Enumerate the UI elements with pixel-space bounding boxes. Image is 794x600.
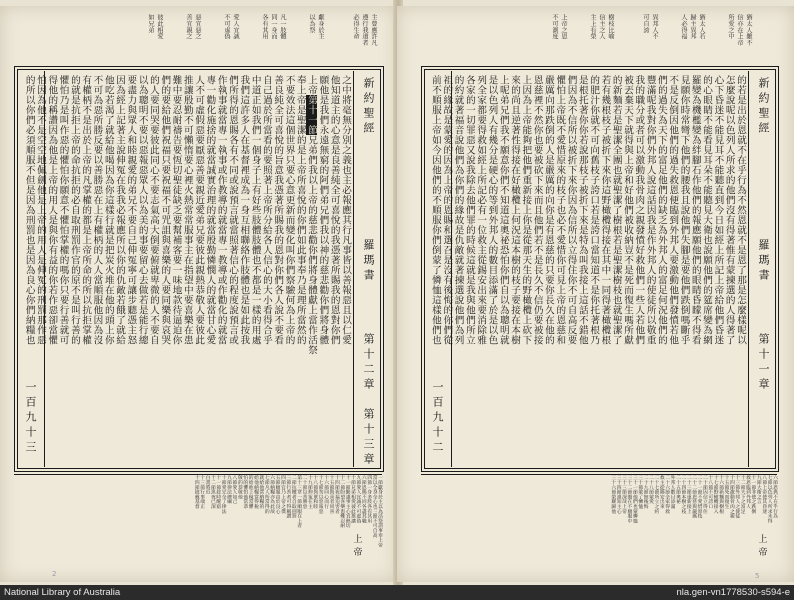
margin-note: 猶太人若 bbox=[698, 14, 705, 40]
footnote-column: 三十三節深哉上帝 bbox=[621, 475, 627, 514]
footnote-column: 十一節趁時醒寤 bbox=[215, 475, 221, 509]
text-column: 難中要忍耐禱告要恆切聖徒缺乏要幫補客要一味地款待逼迫你 bbox=[170, 75, 182, 345]
margin-note: 異邦人不 bbox=[651, 14, 658, 40]
footnote-column: 十三節行事端正 bbox=[199, 475, 205, 509]
handwritten-note: 2 bbox=[52, 570, 57, 578]
bottom-label: 上帝 bbox=[756, 534, 767, 560]
margin-note: 同一身而 bbox=[270, 14, 277, 40]
footnote-column: 九節律法總綱 bbox=[226, 475, 232, 504]
text-column: 有權柄不是出於上帝的凡掌權的都是上帝所命的所以抗拒掌權 bbox=[80, 75, 92, 345]
text-column: 中道正如我們一個身子上有好些肢體肢體也不都是一樣的用處 bbox=[249, 75, 261, 345]
text-column: 們的要給他們祝福只要祝福不可咒詛與喜樂的人要同樂與哀哭 bbox=[159, 75, 171, 345]
footnote-column: 十五節死而復生 bbox=[723, 475, 729, 509]
footnote-column: 二十一節不愛惜原枝 bbox=[696, 475, 702, 519]
margin-note: 遵行我道者 bbox=[361, 14, 368, 46]
text-column: 各家的一切罪惡又說我除去他們罪的時候這就是我與他們所立 bbox=[463, 75, 475, 345]
right-running-header bbox=[748, 71, 778, 467]
footnote-column: 六節納糧亦為此故 bbox=[269, 475, 275, 514]
footnote-column: 二十二節恩慈與嚴厲 bbox=[691, 475, 697, 519]
footnote-column: 三十一節他們也蒙憐恤 bbox=[631, 475, 637, 523]
margin-note: 善宜親之 bbox=[185, 14, 192, 40]
footnote-column: 外邦人數目添滿 bbox=[669, 475, 675, 509]
margin-note: 信主之人 bbox=[598, 14, 605, 40]
footnote-column: 二十九節無後悔 bbox=[642, 475, 648, 509]
left-text-frame bbox=[14, 66, 384, 472]
footnote-column: 十四節披戴基督 bbox=[193, 475, 199, 509]
footnote-column: 三十節蒙了憐恤 bbox=[637, 475, 643, 509]
footnote-column: 給他納糧當得稅 bbox=[253, 475, 259, 509]
margin-note: 猶太人雖不 bbox=[745, 14, 752, 46]
text-column: 專一勸化施捨的就當誠實治理的就當殷勤憐憫人的就當甘心愛 bbox=[204, 75, 216, 345]
text-column: 上帝第十一節兄弟們我以上帝的慈悲勸你們將身體獻上當作活祭 bbox=[306, 75, 318, 355]
footnote-column: 十節兄弟相愛彼此推讓 bbox=[350, 475, 356, 523]
margin-note: 主上有榮 bbox=[589, 14, 596, 40]
footnote-column: 七節以色列人所求未得 bbox=[766, 475, 772, 523]
chapter-label: 第十二章 第十三章 bbox=[362, 333, 375, 468]
text-column: 若有幾根枝子被折下來你這野橄欖得接在其中一同得著橄欖根 bbox=[599, 75, 611, 345]
text-column: 是根托著你你若說那枝子被折下來是特為叫我接上這話不錯他 bbox=[576, 75, 588, 345]
text-column: 祖的緣故是蒙愛的因為上帝的恩賜和選召是沒有後悔的你們從 bbox=[441, 75, 453, 345]
margin-note: 如兄弟 bbox=[147, 14, 154, 34]
right-top-margin-notes bbox=[451, 14, 751, 64]
footnote-column: 當以全身全心也三節不可自高 bbox=[371, 475, 377, 538]
library-credit: National Library of Australia bbox=[4, 587, 121, 598]
footnote-column: 二十節以善勝惡 bbox=[301, 475, 307, 509]
margin-note: 上帝之恩 bbox=[560, 14, 567, 40]
text-column: 上呢弟兄們我不願意你們不知道這奧祕恐怕你們自以為聰明就 bbox=[497, 75, 509, 345]
margin-note: 不可虛偽 bbox=[223, 14, 230, 40]
footnote-column: 十八節不可誇口 bbox=[707, 475, 713, 509]
margin-note: 可自誇 bbox=[642, 14, 649, 34]
text-column: 心下昏迷不能見耳不能聽直到今日如經上所記上帝給他們昏迷 bbox=[712, 75, 724, 345]
margin-note: 彼此相愛 bbox=[156, 14, 163, 40]
footnote-column: 九節愛人宜誠不可虛偽 bbox=[355, 475, 361, 523]
text-column: 願他是我們永遠無窮的阿們弟兄們我以神的慈悲勸你們將身體 bbox=[317, 75, 329, 345]
text-column: 來的尚且逆著性得接在好橄欖上何況這本樹的枝子要接在本樹 bbox=[509, 75, 521, 345]
text-column: 不要效法這個世界只要心意更新而變化叫你們察驗何為上帝的 bbox=[283, 75, 295, 345]
footnote-column: 二十八節蒙愛 bbox=[648, 475, 654, 504]
text-column: 的人要同哭要彼此同心不要志氣高大倒要俯就卑微的人不要自 bbox=[147, 75, 159, 345]
text-column: 奉上帝是聖潔的是上帝所喜悅的你們如此事奉乃是理所當然的 bbox=[294, 75, 306, 345]
footnote-column: 二十四節本樹之枝 bbox=[680, 475, 686, 514]
margin-note: 獻身於主 bbox=[317, 14, 324, 40]
right-text-frame bbox=[421, 66, 779, 472]
page-number: 一百九十三 bbox=[24, 381, 37, 456]
text-column: 人不可虛假惡要厭惡善要親近愛弟兄要彼此親熱恭敬人要彼此 bbox=[193, 75, 205, 345]
footnote-column: 十二節盼望喜樂患難忍耐 bbox=[339, 475, 345, 528]
margin-note: 愛人宜誠 bbox=[232, 14, 239, 40]
footnote-column: 十六節同心而行 bbox=[323, 475, 329, 509]
text-column: 不可為惡所勝反要以善勝惡在上有權柄的人人當順服他因為沒 bbox=[91, 75, 103, 345]
left-running-header bbox=[353, 71, 383, 467]
margin-note: 信亦在上帝 bbox=[736, 14, 743, 46]
text-column: 之中將毫無分別之義也主必報應其行凡事皆以善報惡且以仁愛 bbox=[340, 75, 351, 345]
text-column: 怕因為他不是空空地佩劍他是上帝的用人是伸冤的刑罰那作惡 bbox=[34, 75, 46, 345]
text-column: 因為經上記著主說伸冤在我我必報應所以你的仇敵若餓了就給 bbox=[114, 75, 126, 345]
margin-note: 不可測度 bbox=[551, 14, 558, 40]
footnote-column: 十八節與眾和睦 bbox=[312, 475, 318, 509]
text-column: 以為聰明不要以惡報惡眾人以為美的事要留心去做若是能行總 bbox=[136, 75, 148, 345]
text-column: 推讓殷勤不可懶惰要心裡火熱常常服事主在指望中要喜樂在患 bbox=[181, 75, 193, 345]
text-column: 怎麼說呢以色列人所求的他們沒有得著惟有蒙揀選的人得著了 bbox=[723, 75, 735, 345]
text-column: 懼怕乃是叫作惡的懼怕你願意不懼怕掌權的嗎你只要行善就可 bbox=[57, 75, 69, 345]
footnote-column: 十節愛完全了律法 bbox=[220, 475, 226, 514]
footnote-column: 五節順服由於良心 bbox=[274, 475, 280, 514]
footnote-column: 三節行善者可得稱讚 bbox=[285, 475, 291, 519]
left-top-margin-notes bbox=[76, 14, 376, 64]
right-footnotes bbox=[421, 474, 777, 565]
footnote-column: 十二節黑夜已深 bbox=[209, 475, 215, 509]
text-column: 作執事就當專一執事或作教導的就當專一教導或作勸化的就當 bbox=[215, 75, 227, 345]
book-title: 新約聖經 bbox=[362, 77, 375, 137]
footnote-column: 七節凡人所當得的 bbox=[263, 475, 269, 514]
handwritten-note: 5 bbox=[755, 572, 760, 580]
footnote-column: 白晝將近 bbox=[204, 475, 210, 495]
text-column: 恩慈裡不然你也要被砍下來而且他們若不是長久不信仍要被接 bbox=[531, 75, 543, 345]
verse-marker: 第十一節 bbox=[306, 95, 318, 135]
text-column: 的約就著福音說他們為你們的緣故是仇敵就著揀選說他們為列 bbox=[452, 75, 464, 345]
footnote-column: 六節恩賜不同各盡其職 bbox=[360, 475, 366, 523]
margin-note: 以為祭 bbox=[308, 14, 315, 34]
right-page bbox=[397, 6, 794, 582]
text-column: 懼怕上帝既不愛惜原來的枝子也必不愛惜你可見上帝的恩慈和 bbox=[554, 75, 566, 345]
footnote-column: 三十四節誰知主心 bbox=[615, 475, 621, 514]
text-column: 自己過於所當看的要照著上帝所分給各人信心的大小看得合乎 bbox=[260, 75, 272, 345]
text-column: 的就是抗拒上帝的命抗拒的必自取刑罰作官的原不是叫行善的 bbox=[68, 75, 80, 345]
margin-note: 惡宜惡之 bbox=[194, 14, 201, 40]
text-column: 得他的稱讚因為他是上帝的用人是與你有益的你若作惡卻當懼 bbox=[46, 75, 58, 345]
footnote-column: 八節愛人如己 bbox=[231, 475, 237, 504]
text-column: 我們這許多人在基督裡成為一身互相聯絡作肢體也是如此按我 bbox=[238, 75, 250, 345]
text-column: 我的職分或者可以激動我骨肉之親發憤好救他們一些人若他們 bbox=[633, 75, 645, 345]
text-column: 他吃若渴了就給他喝因為你這樣行就是把炭火堆在他的頭上你 bbox=[102, 75, 114, 345]
footnote-column: 二十三節重新接上 bbox=[685, 475, 691, 514]
margin-note: 主曾應許凡 bbox=[370, 14, 377, 46]
footnote-column: 怕的懼怕他當恭 bbox=[242, 475, 248, 509]
footer-bar bbox=[0, 585, 794, 600]
chapter-label: 第十一章 bbox=[757, 333, 770, 393]
book-name: 羅瑪書 bbox=[362, 239, 375, 284]
footnote-column: 就給他當納糧的 bbox=[258, 475, 264, 509]
text-column: 要盡力與眾人和睦親愛的弟兄不要自己伸冤寧可讓步聽憑主怒 bbox=[125, 75, 137, 345]
left-footnotes bbox=[14, 474, 382, 565]
margin-note: 人必得福 bbox=[680, 14, 687, 40]
text-column: 們因為不信所以被折下來你因為信所以立得住你不可自高反要 bbox=[565, 75, 577, 345]
footnote-column: 救恩臨到外邦人 bbox=[745, 475, 751, 509]
footnote-column: 十二節天下之富足 bbox=[739, 475, 745, 514]
footnote-column: 二十六節全家得救 bbox=[664, 475, 670, 514]
margin-note: 各有其用 bbox=[261, 14, 268, 40]
footnote-column: 救主從錫安出來 bbox=[658, 475, 664, 509]
footnote-column: 二節抗權者自取刑罰 bbox=[290, 475, 296, 519]
text-column: 不是反倒因他們的過失救恩便臨到外邦人要激動他們發憤若他 bbox=[667, 75, 679, 345]
text-column: 列全家都要得救如經上所記必有一位救主從錫安出來要消除雅 bbox=[475, 75, 487, 345]
footnote-column: 六節恩典不在乎行為 bbox=[772, 475, 777, 519]
text-column: 的心眼睛不能看見耳朵不能聽見大衛也說願他們的筵席變為網 bbox=[701, 75, 713, 345]
margin-note: 歸主異邦 bbox=[689, 14, 696, 40]
text-column: 見願你時常彎下他們的腰我且說他們失腳是要他們跌倒嗎斷乎 bbox=[678, 75, 690, 345]
footnote-column: 第十三章一節順服在上者 bbox=[296, 475, 302, 528]
text-column: 們所得的恩賜各有不同或說預言就當照著信心的程度說預言或 bbox=[227, 75, 239, 345]
footnote-column: 三十六節榮耀歸他 bbox=[610, 475, 616, 514]
margin-note: 所愛之中 bbox=[727, 14, 734, 40]
margin-note: 凡一肢體 bbox=[279, 14, 286, 40]
bottom-label: 上帝 bbox=[351, 534, 362, 560]
margin-note: 樹枝比喻 bbox=[607, 14, 614, 40]
footnote-column: 十五節與喜者同喜 bbox=[328, 475, 334, 514]
footnote-column: 三十二節圈在不順服中 bbox=[626, 475, 632, 523]
margin-note: 必得生命 bbox=[352, 14, 359, 40]
text-column: 羅變為機檻變為絆腳石作他們的報應願他們的眼睛昏矇不得看 bbox=[689, 75, 701, 345]
footnote-column: 二十節因信立得住 bbox=[701, 475, 707, 514]
footnote-column: 九節大衛之言 bbox=[755, 475, 761, 504]
text-column: 嚴厲向那跌倒的人是嚴厲的向你是有恩慈的只要你長久在他的 bbox=[542, 75, 554, 345]
text-column: 善良純全可喜悅的旨意我憑著所賜我的恩對你們各人說不要看 bbox=[272, 75, 284, 345]
footnote-column: 十七節勿以惡報惡 bbox=[317, 475, 323, 514]
footnote-column: 四節官乃上帝之僕 bbox=[279, 475, 285, 514]
footnote-column: 四節一身多肢各有其用 bbox=[366, 475, 372, 523]
item-identifier: nla.gen-vn1778530-s594-e bbox=[676, 587, 790, 598]
left-page bbox=[0, 6, 397, 582]
footnote-column: 十三節外邦人之使徒 bbox=[734, 475, 740, 519]
footnote-column: 十一節非使之跌倒 bbox=[750, 475, 756, 514]
footnote-column: 二十七節所立之約 bbox=[653, 475, 659, 514]
text-column: 的所以你們必須順服不但是因為刑罰也是因為良心你們納糧也 bbox=[23, 75, 35, 345]
footnote-column: 敬的恭敬他 bbox=[236, 475, 242, 499]
footnote-column: 的給他上稅當懼 bbox=[247, 475, 253, 509]
text-column: 是以色列人有幾分是硬心的等到外邦人的數目添滿了於是以色 bbox=[486, 75, 498, 345]
footnote-column: 十九節伸冤在主 bbox=[306, 475, 312, 509]
footnote-column: 十一節勤謹事主心宜熱切 bbox=[344, 475, 350, 528]
text-column: 他知道主的心意是良善純全可喜悅的我憑著所賜我的恩對你們 bbox=[328, 75, 340, 345]
text-column: 的新麵若是聖潔全團也就聖潔了樹根若是聖潔樹枝也就聖潔了 bbox=[610, 75, 622, 345]
text-column: 前不順服上帝如今因他們的不順服你們倒蒙了憐恤這樣他們也 bbox=[429, 75, 441, 345]
text-column: 們的過失為天下的富足他們的缺乏為外邦人的富足何況他們的 bbox=[655, 75, 667, 345]
footnote-column: 十四節祝福迫害者 bbox=[333, 475, 339, 514]
text-column: 豐滿呢我對你們外邦人說這話因我是作外邦人的使徒所以敬重 bbox=[644, 75, 656, 345]
book-title: 新約聖經 bbox=[757, 77, 770, 137]
book-name: 羅瑪書 bbox=[757, 239, 770, 284]
text-column: 被丟棄天下就得與上帝和好他們被收納豈不是死而復生嗎所獻 bbox=[622, 75, 634, 345]
text-column: 的若是出於恩就不在乎行為不然恩就不是恩了那是怎麼樣呢以 bbox=[735, 75, 746, 345]
footnote-column: 十六節新麵與樹根 bbox=[718, 475, 724, 514]
footnote-column: 一節獻身於主以為活祭謂事奉上帝 bbox=[377, 475, 382, 547]
text-column: 上因為上帝能夠把他們重新接上你是從那天生的野橄欖上砍下 bbox=[520, 75, 532, 345]
footnote-column: 十四節激動骨肉之親 bbox=[728, 475, 734, 519]
page-number: 一百九十二 bbox=[431, 381, 444, 456]
text-column: 的肥汁你就不可向舊枝子誇口若是誇口當知道不是你托著根乃 bbox=[588, 75, 600, 345]
footnote-column: 八節上帝使其昏迷 bbox=[761, 475, 767, 514]
footnote-column: 十七節野橄欖接入 bbox=[712, 475, 718, 514]
footnote-column: 二十五節奧祕 bbox=[674, 475, 680, 504]
